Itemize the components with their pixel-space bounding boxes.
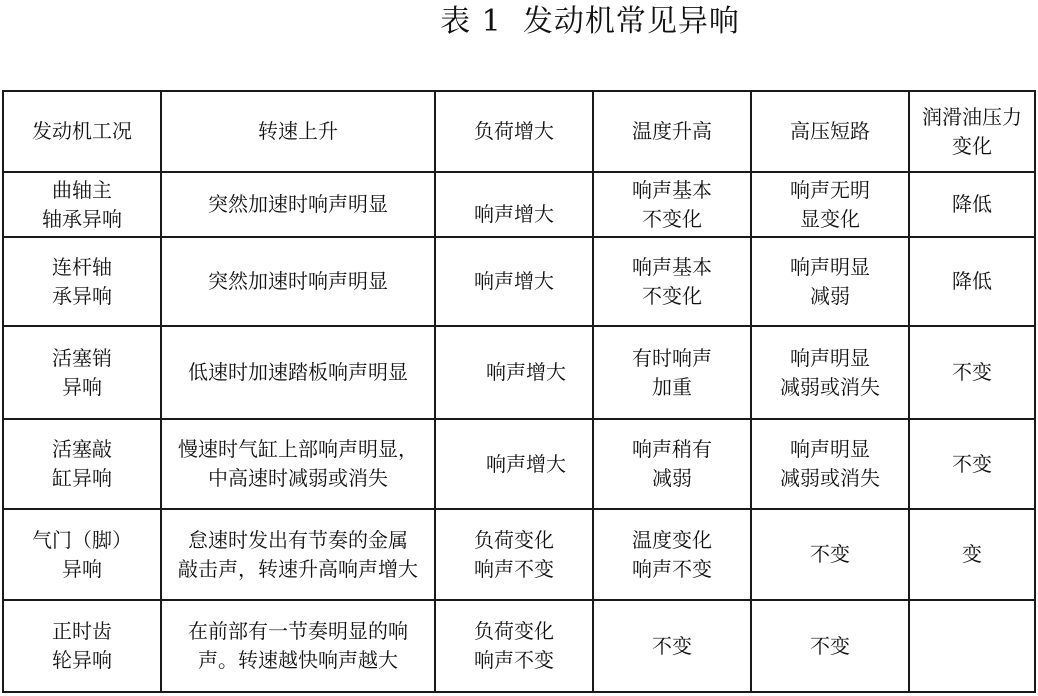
table-row (3, 600, 1035, 692)
table-header-row (3, 91, 1035, 172)
table-cell: 响声无明 显变化 (751, 172, 909, 237)
table-cell: 气门（脚） 异响 (3, 509, 161, 600)
table-cell: 降低 (909, 172, 1035, 237)
table-cell: 突然加速时响声明显 (161, 237, 435, 326)
header-cell: 高压短路 (751, 91, 909, 172)
table-cell: 响声明显 减弱或消失 (751, 419, 909, 509)
table-cell: 有时响声 加重 (593, 326, 751, 419)
table-row (3, 172, 1035, 237)
table-cell: 降低 (909, 237, 1035, 326)
header-cell: 负荷增大 (435, 91, 593, 172)
table-cell: 响声增大 (435, 419, 593, 509)
table-cell: 活塞销 异响 (3, 326, 161, 419)
header-cell: 转速上升 (161, 91, 435, 172)
table-cell: 慢速时气缸上部响声明显， 中高速时减弱或消失 (161, 419, 435, 509)
table-cell: 低速时加速踏板响声明显 (161, 326, 435, 419)
table-cell: 连杆轴 承异响 (3, 237, 161, 326)
table-cell: 曲轴主 轴承异响 (3, 172, 161, 237)
table-cell: 不变 (909, 419, 1035, 509)
table-cell: 响声明显 减弱或消失 (751, 326, 909, 419)
table-cell: 在前部有一节奏明显的响 声。转速越快响声越大 (161, 600, 435, 692)
table-cell: 突然加速时响声明显 (161, 172, 435, 237)
table-cell: 响声增大 (435, 172, 593, 237)
table-cell: 响声基本 不变化 (593, 172, 751, 237)
header-cell: 发动机工况 (3, 91, 161, 172)
table-cell (909, 600, 1035, 692)
table-cell: 响声增大 (435, 326, 593, 419)
table-cell: 响声稍有 减弱 (593, 419, 751, 509)
table-row (3, 419, 1035, 509)
table-cell: 响声基本 不变化 (593, 237, 751, 326)
table-cell: 正时齿 轮异响 (3, 600, 161, 692)
table-cell: 变 (909, 509, 1035, 600)
table-cell: 响声增大 (435, 237, 593, 326)
table-cell: 不变 (751, 600, 909, 692)
header-cell: 润滑油压力 变化 (909, 91, 1035, 172)
table-cell: 温度变化 响声不变 (593, 509, 751, 600)
table-cell: 不变 (593, 600, 751, 692)
table-row (3, 326, 1035, 419)
table-title: 表 1 发动机常见异响 (440, 4, 740, 39)
table-cell: 怠速时发出有节奏的金属 敲击声，转速升高响声增大 (161, 509, 435, 600)
table-cell: 响声明显 减弱 (751, 237, 909, 326)
table-cell: 不变 (909, 326, 1035, 419)
header-cell: 温度升高 (593, 91, 751, 172)
table-cell: 负荷变化 响声不变 (435, 600, 593, 692)
table-cell: 活塞敲 缸异响 (3, 419, 161, 509)
table-row (3, 237, 1035, 326)
table-cell: 不变 (751, 509, 909, 600)
table-cell: 负荷变化 响声不变 (435, 509, 593, 600)
table-row (3, 509, 1035, 600)
engine-noise-table (2, 90, 1036, 693)
